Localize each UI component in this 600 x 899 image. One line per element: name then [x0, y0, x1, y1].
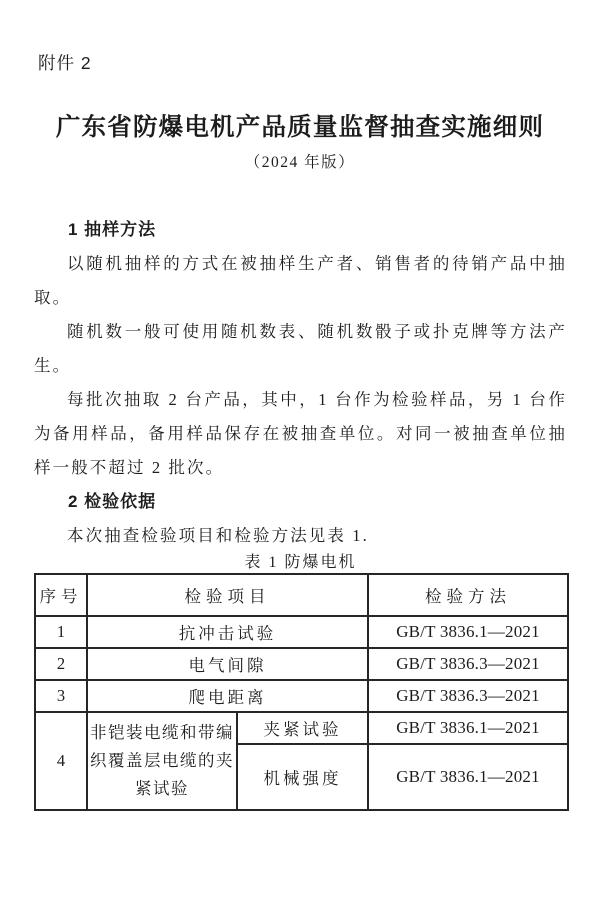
cell-method: GB/T 3836.3—2021 — [368, 680, 568, 712]
document-subtitle: （2024 年版） — [244, 154, 356, 171]
table-header-row — [35, 574, 568, 616]
section-1-heading: 1 抽样方法 — [68, 220, 157, 239]
cell-item: 抗冲击试验 — [87, 616, 368, 648]
cell-no: 2 — [35, 648, 87, 680]
table-row — [35, 648, 568, 680]
attachment-label: 附件 2 — [38, 53, 92, 73]
section-1-paragraph-1: 以随机抽样的方式在被抽样生产者、销售者的待销产品中抽取。 — [34, 254, 567, 307]
table-caption: 表 1 防爆电机 — [244, 554, 357, 571]
section-2-heading: 2 检验依据 — [68, 492, 157, 511]
cell-no: 4 — [35, 712, 87, 810]
header-cell-item: 检验项目 — [87, 574, 368, 616]
cell-sub-item: 机械强度 — [237, 744, 368, 810]
cell-sub-item: 夹紧试验 — [237, 712, 368, 744]
section-1-paragraph-3: 每批次抽取 2 台产品，其中，1 台作为检验样品，另 1 台作为备用样品，备用样品保存在被抽查单位。对同一被抽查单位抽样一般不超过 2 批次。 — [34, 390, 567, 477]
section-2-paragraph-1: 本次抽查检验项目和检验方法见表 1. — [67, 526, 369, 545]
cell-item: 电气间隙 — [87, 648, 368, 680]
cell-method: GB/T 3836.1—2021 — [368, 712, 568, 744]
cell-no: 1 — [35, 616, 87, 648]
table-row — [35, 680, 568, 712]
table-row — [35, 616, 568, 648]
cell-item: 爬电距离 — [87, 680, 368, 712]
section-1-paragraph-2: 随机数一般可使用随机数表、随机数骰子或扑克牌等方法产生。 — [34, 322, 567, 375]
cell-item-merged: 非铠装电缆和带编织覆盖层电缆的夹紧试验 — [87, 712, 237, 810]
header-cell-method: 检验方法 — [368, 574, 568, 616]
cell-method: GB/T 3836.1—2021 — [368, 744, 568, 810]
cell-no: 3 — [35, 680, 87, 712]
document-title: 广东省防爆电机产品质量监督抽查实施细则 — [55, 114, 545, 141]
table-row — [35, 712, 568, 744]
inspection-table — [34, 573, 569, 811]
cell-method: GB/T 3836.3—2021 — [368, 648, 568, 680]
cell-method: GB/T 3836.1—2021 — [368, 616, 568, 648]
document-body — [34, 213, 567, 811]
header-cell-no: 序号 — [35, 574, 87, 616]
